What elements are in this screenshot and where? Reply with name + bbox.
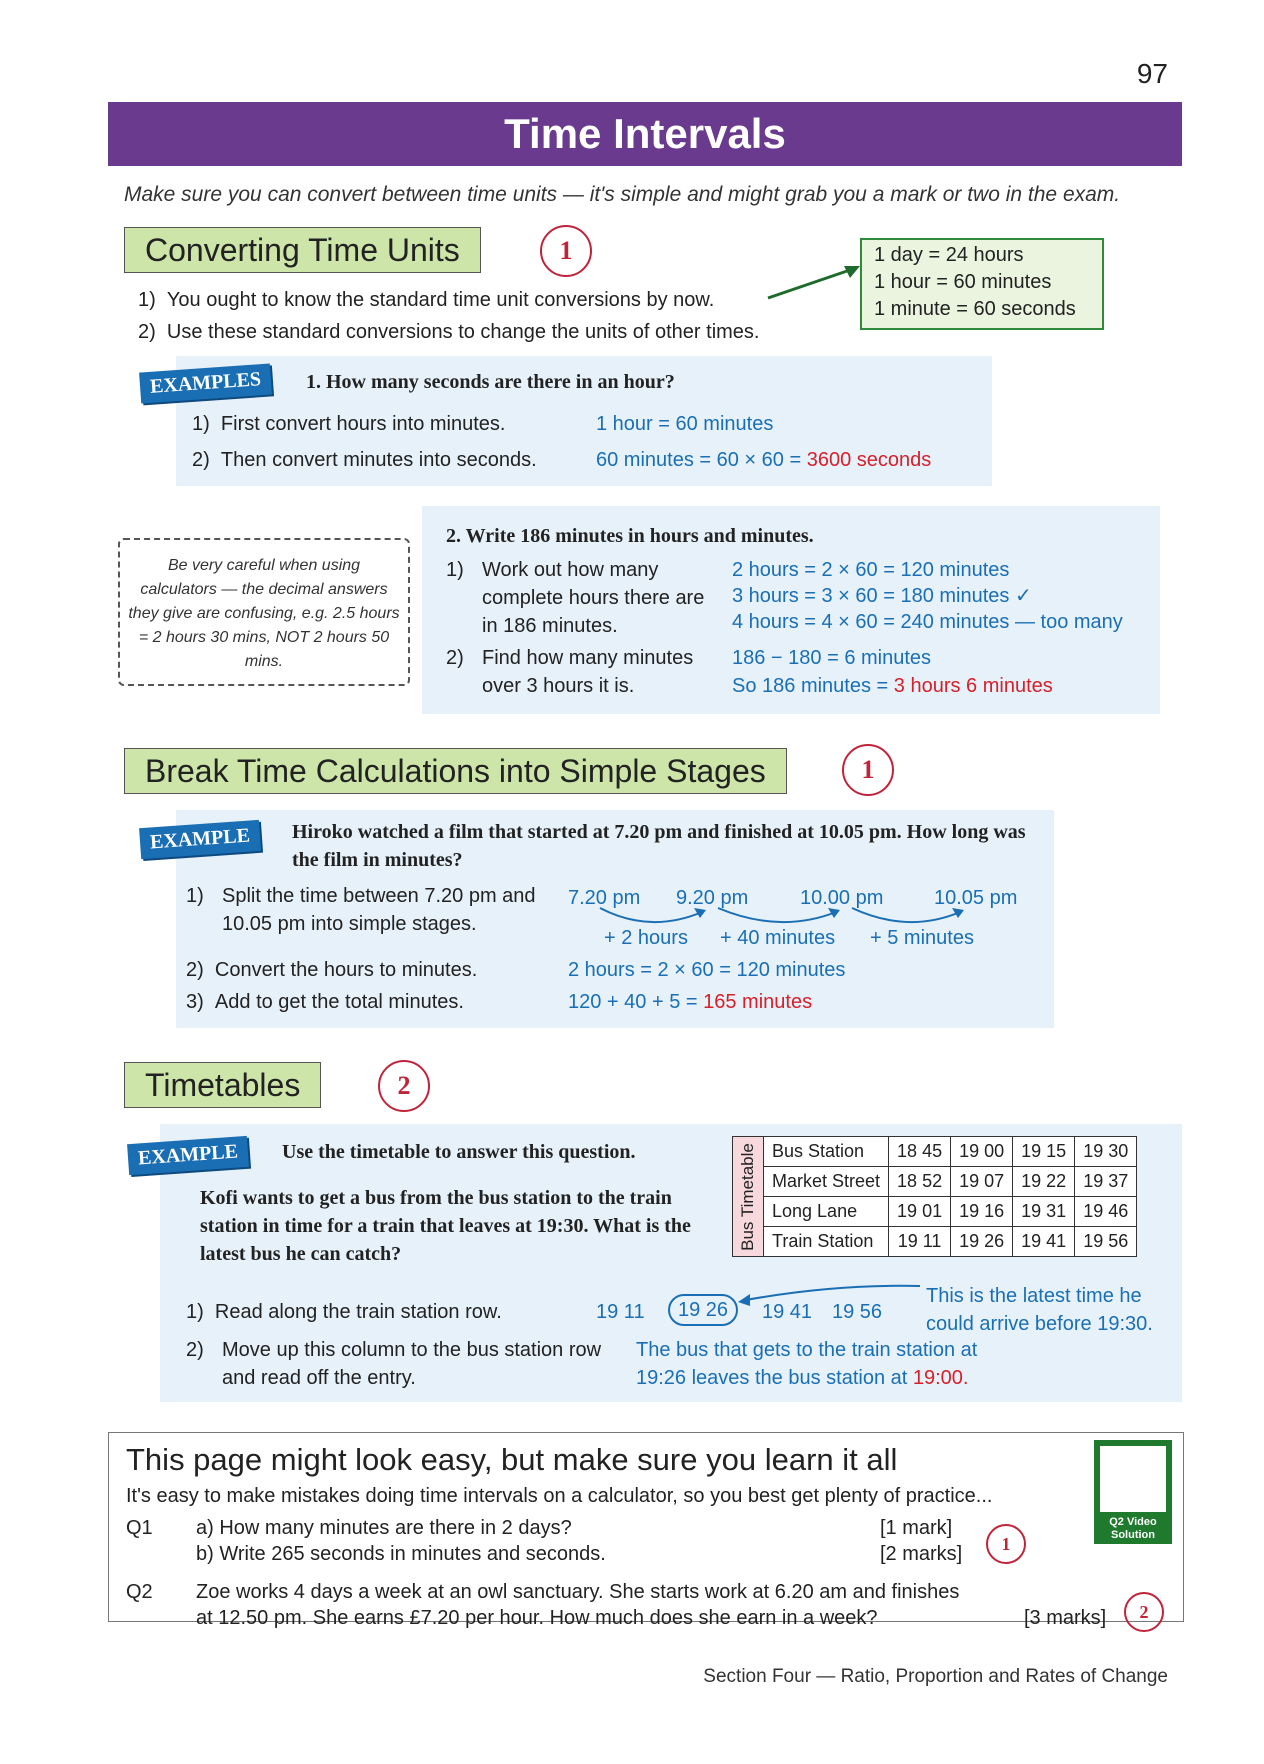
timetable-question: Kofi wants to get a bus from the bus station to the train station in time for a train that leaves at 19:30. What is the latest bus he can catch?: [200, 1187, 691, 1265]
timetable-time: 19 26: [951, 1227, 1013, 1257]
stages-step-3: 3) Add to get the total minutes.: [186, 991, 464, 1013]
timetable-row: [764, 1137, 1137, 1167]
timetable-time: 19 37: [1075, 1167, 1137, 1197]
q2-line-1: Zoe works 4 days a week at an owl sanctuary. She starts work at 6.20 am and finishes: [196, 1581, 960, 1603]
conversion-box: [860, 238, 1104, 330]
example-2-answer-line: 4 hours = 4 × 60 = 240 minutes — too many: [732, 611, 1123, 633]
time-label: 7.20 pm: [568, 887, 641, 909]
row-read-value: 19 11: [596, 1301, 645, 1323]
time-label: 9.20 pm: [676, 887, 749, 909]
timetable-row: [764, 1227, 1137, 1257]
example-1-answer-1: 1 hour = 60 minutes: [596, 413, 774, 435]
stages-calc-1: 2 hours = 2 × 60 = 120 minutes: [568, 959, 846, 981]
q1-label: Q1: [126, 1517, 153, 1539]
stages-step-2: 2) Convert the hours to minutes.: [186, 959, 478, 981]
q2-marks: [3 marks]: [1024, 1607, 1107, 1629]
timetable-time: 19 30: [1075, 1137, 1137, 1167]
timetable-step-2-num: 2): [186, 1339, 204, 1361]
example-2-step-2-num: 2): [446, 647, 464, 669]
timetable-stop: Bus Station: [764, 1137, 889, 1167]
example-1-step-2: 2) Then convert minutes into seconds.: [192, 449, 537, 471]
q2-line-2: at 12.50 pm. She earns £7.20 per hour. How much does she earn in a week?: [196, 1607, 878, 1629]
arrow-icon: [764, 262, 864, 302]
q1a-marks: [1 mark]: [880, 1517, 953, 1539]
timetable-stop: Market Street: [764, 1167, 889, 1197]
gap-label: + 40 minutes: [720, 927, 836, 949]
conversion-line: 1 minute = 60 seconds: [874, 298, 1076, 320]
grade-badge-icon: 1: [986, 1524, 1026, 1564]
row-read-value-circled: 19 26: [668, 1294, 738, 1326]
practice-heading: This page might look easy, but make sure you learn it all: [126, 1442, 898, 1477]
timetable-stop: Long Lane: [764, 1197, 889, 1227]
example-2-final-answer: So 186 minutes = 3 hours 6 minutes: [732, 675, 1053, 697]
timetable-time: 19 07: [951, 1167, 1013, 1197]
row-read-value: 19 56: [832, 1301, 883, 1323]
section-heading-timetables: Timetables: [124, 1062, 321, 1108]
time-label: 10.00 pm: [800, 887, 884, 909]
stages-calc-2: 120 + 40 + 5 = 165 minutes: [568, 991, 813, 1013]
timetable-time: 19 00: [951, 1137, 1013, 1167]
conversion-line: 1 day = 24 hours: [874, 244, 1024, 266]
stages-step-1-num: 1): [186, 885, 204, 907]
qr-code-icon: [1100, 1446, 1166, 1512]
timetable-time: 19 22: [1013, 1167, 1075, 1197]
q1b-marks: [2 marks]: [880, 1543, 963, 1565]
bus-timetable: [732, 1136, 1137, 1257]
example-1-question: 1. How many seconds are there in an hour?: [306, 371, 675, 393]
example-2-step-1-num: 1): [446, 559, 464, 581]
timetable-answer: The bus that gets to the train station at 19:26 leaves the bus station at 19:00.: [636, 1339, 978, 1389]
gap-label: + 2 hours: [604, 927, 688, 949]
grade-badge-icon: 2: [1124, 1592, 1164, 1632]
section-heading-converting: Converting Time Units: [124, 227, 481, 273]
grade-badge-icon: 1: [842, 744, 894, 796]
converting-point-1: 1) You ought to know the standard time unit conversions by now.: [138, 289, 715, 311]
intro-text: Make sure you can convert between time units — it's simple and might grab you a mark or two in the exam.: [124, 183, 1121, 206]
example-2-answer-line: 186 − 180 = 6 minutes: [732, 647, 932, 669]
stages-question: Hiroko watched a film that started at 7.20 pm and finished at 10.05 pm. How long was the film in minutes?: [292, 821, 1026, 871]
example-2-step-2: Find how many minutes over 3 hours it is.: [482, 647, 694, 697]
video-solution-label: Q2 Video Solution: [1109, 1516, 1157, 1541]
pointer-arrow-icon: [734, 1282, 924, 1306]
timetable-step-2: Move up this column to the bus station row and read off the entry.: [222, 1339, 602, 1389]
example-tag: EXAMPLE: [139, 820, 261, 859]
conversion-line: 1 hour = 60 minutes: [874, 271, 1052, 293]
timetable-instruction: Use the timetable to answer this question.: [282, 1141, 636, 1163]
section-heading-stages: Break Time Calculations into Simple Stages: [124, 748, 787, 794]
q2-label: Q2: [126, 1581, 153, 1603]
page-title: Time Intervals: [108, 102, 1182, 166]
timetable-time: 19 31: [1013, 1197, 1075, 1227]
timetable-row: [764, 1167, 1137, 1197]
examples-tag: EXAMPLES: [139, 363, 272, 403]
converting-point-2: 2) Use these standard conversions to change the units of other times.: [138, 321, 760, 343]
example-2-question: 2. Write 186 minutes in hours and minutes.: [446, 525, 814, 547]
page-number: 97: [1136, 58, 1168, 89]
gap-label: + 5 minutes: [870, 927, 974, 949]
example-2-answer-line: 3 hours = 3 × 60 = 180 minutes ✓: [732, 585, 1032, 607]
example-1-answer-2: 60 minutes = 60 × 60 = 3600 seconds: [596, 449, 932, 471]
timetable-time: 19 16: [951, 1197, 1013, 1227]
timetable-time: 19 15: [1013, 1137, 1075, 1167]
timetable-stop: Train Station: [764, 1227, 889, 1257]
example-2-answer-line: 2 hours = 2 × 60 = 120 minutes: [732, 559, 1010, 581]
timetable-time: 19 46: [1075, 1197, 1137, 1227]
grade-badge-icon: 2: [378, 1060, 430, 1112]
row-read-value: 19 41: [762, 1301, 813, 1323]
video-solution-button[interactable]: [1094, 1440, 1172, 1544]
timetable-row: [764, 1197, 1137, 1227]
timetable-time: 19 41: [1013, 1227, 1075, 1257]
timetable-time: 19 01: [889, 1197, 951, 1227]
timetable-grid: [763, 1136, 1137, 1257]
example-2-step-1: Work out how many complete hours there are in 186 minutes.: [482, 559, 705, 637]
example-tag: EXAMPLE: [127, 1136, 249, 1175]
q1a-text: a) How many minutes are there in 2 days?: [196, 1517, 572, 1539]
timetable-step-1: 1) Read along the train station row.: [186, 1301, 502, 1323]
timetable-time: 18 52: [889, 1167, 951, 1197]
timetable-time: 19 11: [889, 1227, 951, 1257]
practice-intro: It's easy to make mistakes doing time intervals on a calculator, so you best get plenty of practice...: [126, 1485, 993, 1507]
stages-step-1: Split the time between 7.20 pm and 10.05 pm into simple stages.: [222, 885, 536, 935]
timetable-side-label: Bus Timetable: [732, 1136, 763, 1257]
latest-time-note: This is the latest time he could arrive before 19:30.: [926, 1285, 1153, 1335]
q1b-text: b) Write 265 seconds in minutes and seconds.: [196, 1543, 606, 1565]
page-footer: Section Four — Ratio, Proportion and Rates of Change: [703, 1666, 1168, 1687]
example-1-step-1: 1) First convert hours into minutes.: [192, 413, 506, 435]
timetable-time: 18 45: [889, 1137, 951, 1167]
time-label: 10.05 pm: [934, 887, 1018, 909]
calculator-note: Be very careful when using calculators — the decimal answers they give are confusing, e.g. 2.5 hours = 2 hours 30 mins, NOT 2 hours 50 mins.: [118, 538, 410, 686]
grade-badge-icon: 1: [540, 225, 592, 277]
timetable-time: 19 56: [1075, 1227, 1137, 1257]
